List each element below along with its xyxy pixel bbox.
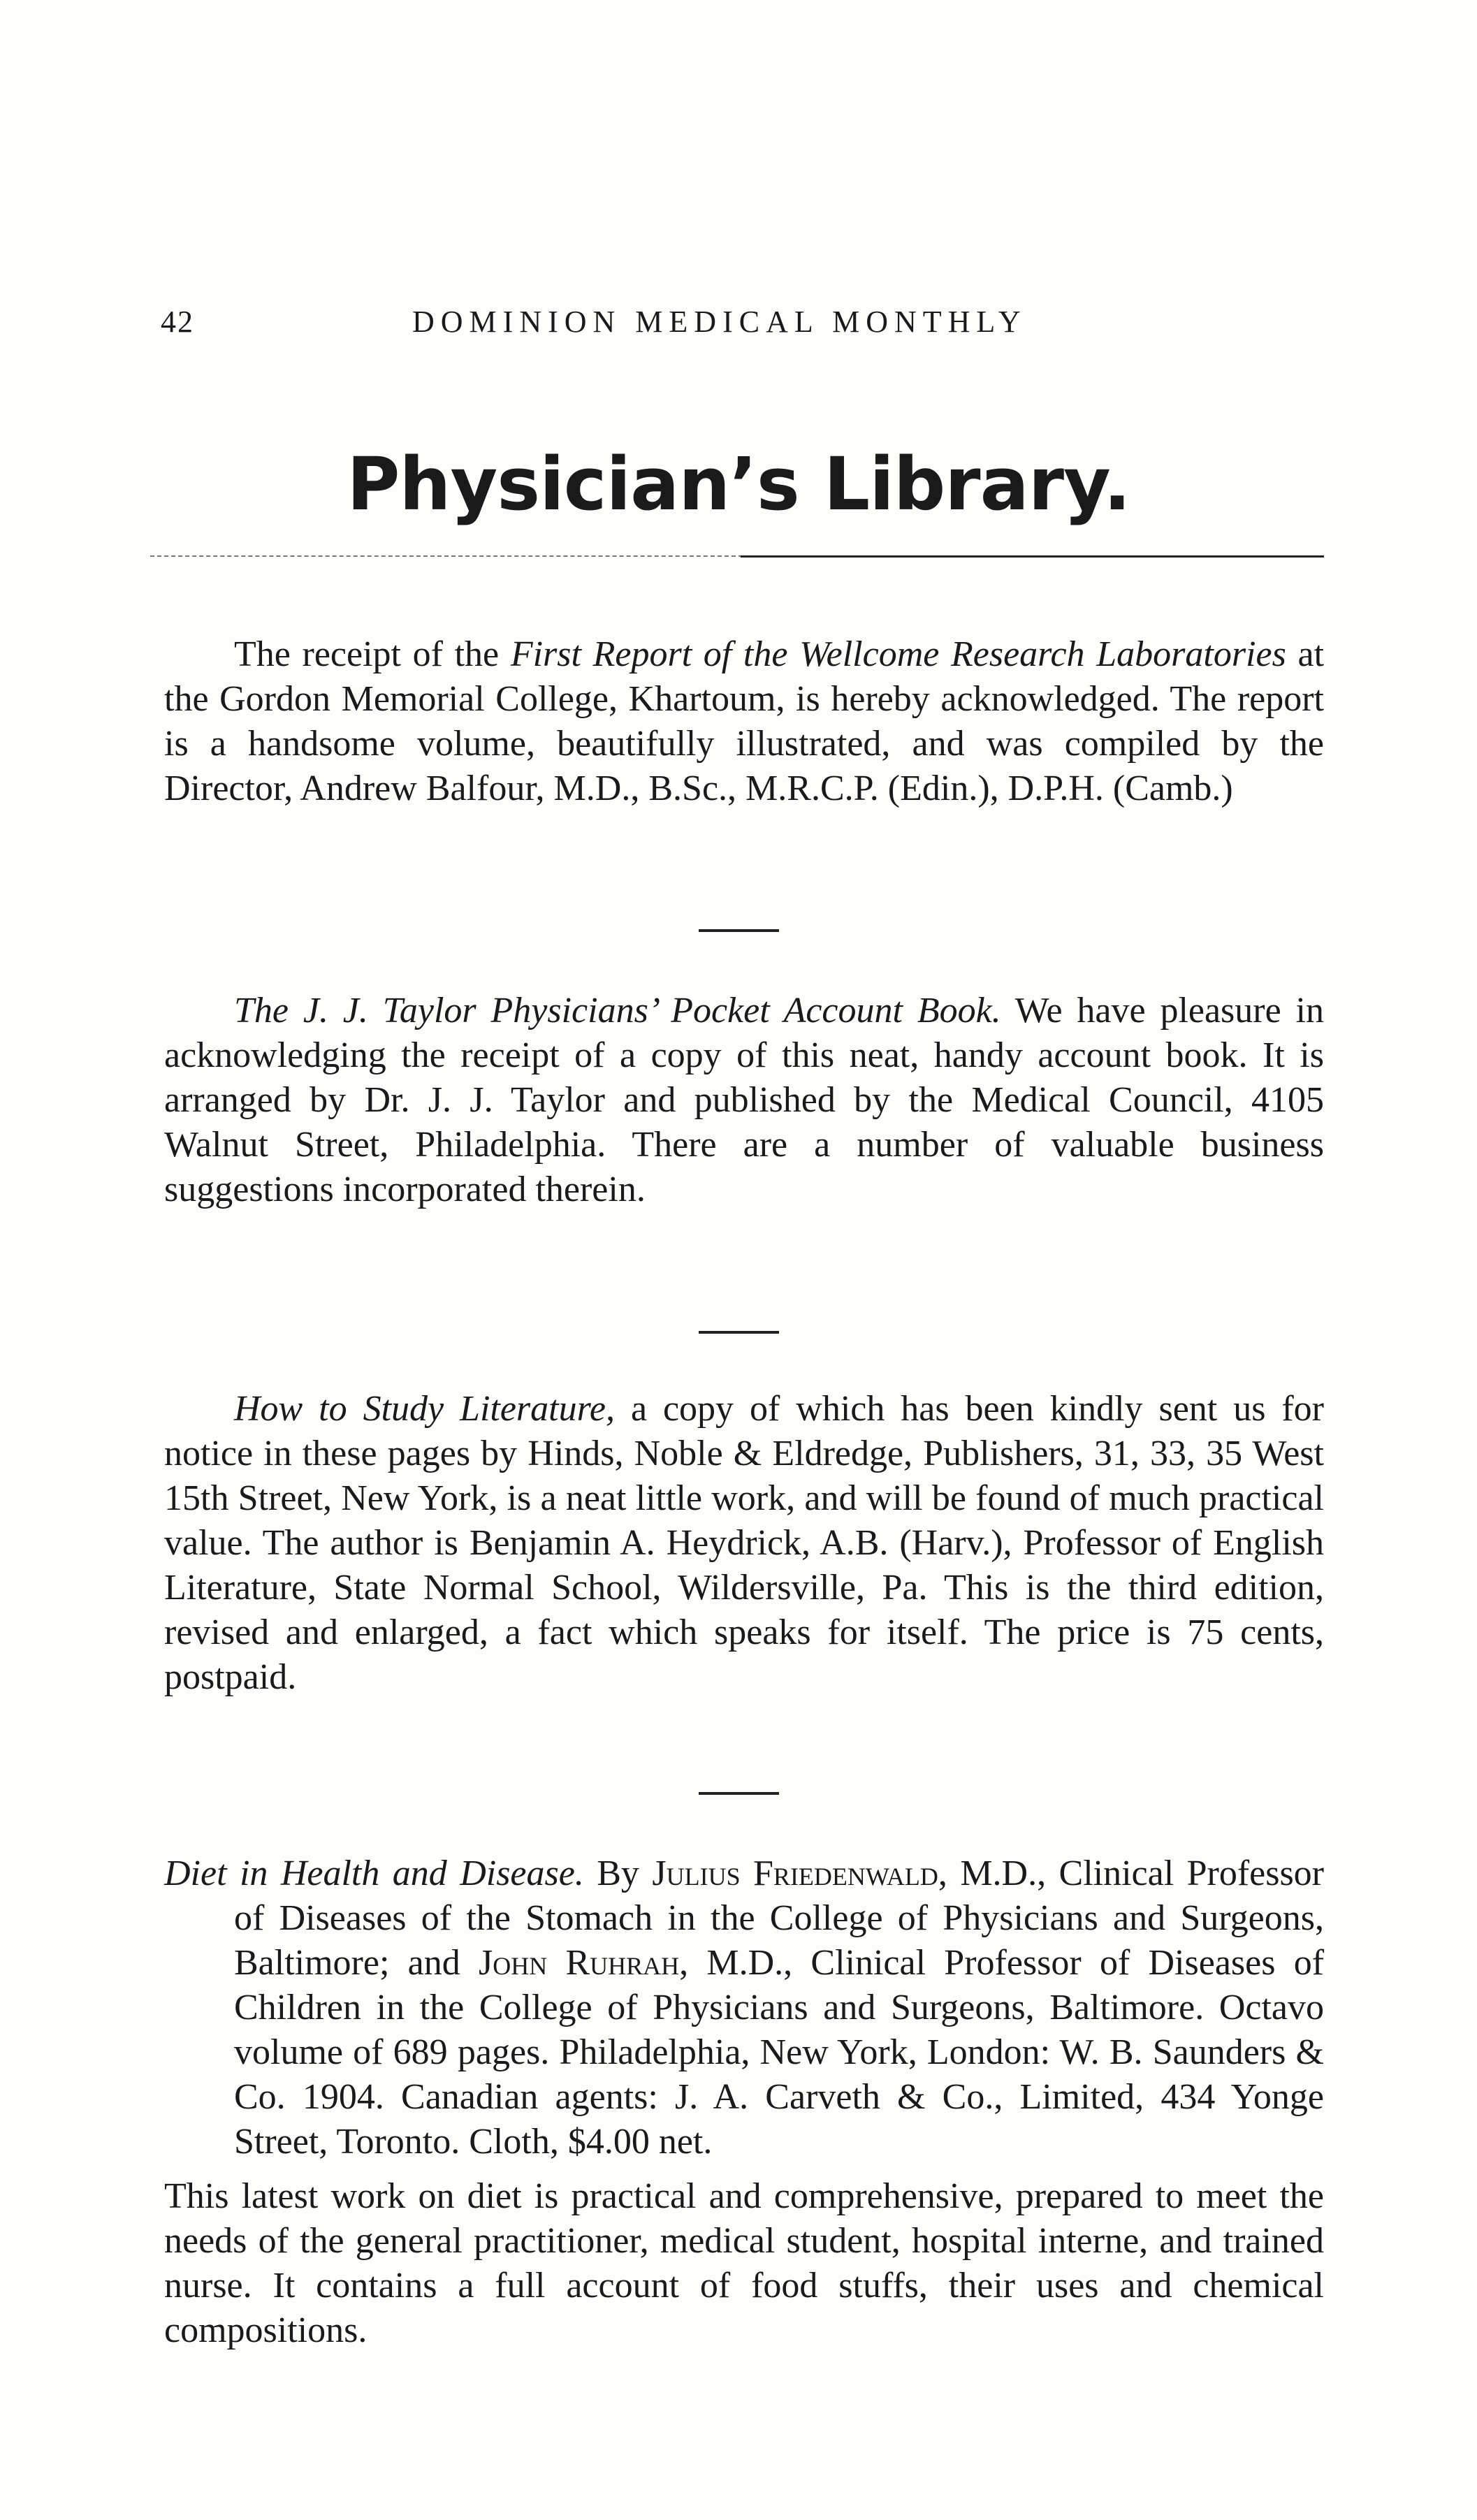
page-number: 42 <box>161 305 194 339</box>
book-title: How to Study Literature, <box>234 1389 616 1429</box>
book-title: First Report of the Wellcome Research Laboratories <box>510 634 1286 674</box>
entry-taylor-account-book <box>164 989 1324 1212</box>
body-text: a copy of which has been kindly sent us for notice in these pages by Hinds, Noble & Eldredge, Publishers, 31, 33, 35 West 15th Street, New York, is a neat little work, and will be found of much practical value. The author is Benjamin A. Heydrick, A.B. (Harv.), Professor of English Literature, State Normal School, Wildersville, Pa. This is the third edition, revised and enlarged, a fact which speaks for itself. The price is 75 cents, postpaid. <box>164 1389 1324 1697</box>
section-title: Physician’s Library. <box>347 442 1130 527</box>
body-text: , M.D., Clinical Professor of Diseases of Children in the College of Physicians and Surgeons, Baltimore. Octavo volume of 689 pages. Philadelphia, New York, London: W. B. Saunders & Co. 1904. Canadian agents: J. A. Carveth & Co., Limited, 434 Yonge Street, Toronto. Cloth, $4.00 net. <box>234 1943 1325 2162</box>
author-name: Julius Friedenwald <box>652 1853 938 1893</box>
entry-study-literature <box>164 1387 1324 1700</box>
body-text: By <box>583 1853 653 1893</box>
book-title: The J. J. Taylor Physicians’ Pocket Account Book. <box>234 991 1001 1030</box>
entry-wellcome-report <box>164 632 1324 811</box>
journal-name: DOMINION MEDICAL MONTHLY <box>412 305 1027 339</box>
entry-separator <box>699 1792 779 1795</box>
entry-separator <box>699 929 779 932</box>
body-text: , M.D., Clinical Professor of Diseases of the Stomach in the College of Physicians and Surgeons, Baltimore; and <box>234 1853 1324 1983</box>
entry-separator <box>699 1331 779 1334</box>
title-rule-solid <box>741 555 1324 558</box>
body-text: at the Gordon Memorial College, Khartoum, is hereby acknowledged. The report is a handsome volume, beautifully illustrated, and was compiled by the Director, Andrew Balfour, M.D., B.Sc., M.R.C.P. (Edin.), D.P.H. (Camb.) <box>164 634 1325 808</box>
entry-diet-health-disease <box>164 1851 1324 2353</box>
body-text: The receipt of the <box>234 634 511 674</box>
entry-citation <box>164 1851 1324 2164</box>
entry-review: This latest work on diet is practical and comprehensive, prepared to meet the needs of the general practitioner, medical student, hospital interne, and trained nurse. It contains a full account of food stuffs, their uses and chemical compositions. <box>164 2176 1324 2350</box>
entry-paragraph <box>164 1387 1324 1700</box>
running-head <box>161 304 1327 353</box>
entry-paragraph <box>164 989 1324 1212</box>
body-text: We have pleasure in acknowledging the receipt of a copy of this neat, handy account book. It is arranged by Dr. J. J. Taylor and published by the Medical Council, 4105 Walnut Street, Philadelphia. There are a number of valuable business suggestions incorporated therein. <box>164 991 1324 1209</box>
author-name: John Ruhrah <box>478 1943 680 1983</box>
book-title: Diet in Health and Disease. <box>164 1853 584 1893</box>
entry-paragraph <box>164 632 1324 811</box>
